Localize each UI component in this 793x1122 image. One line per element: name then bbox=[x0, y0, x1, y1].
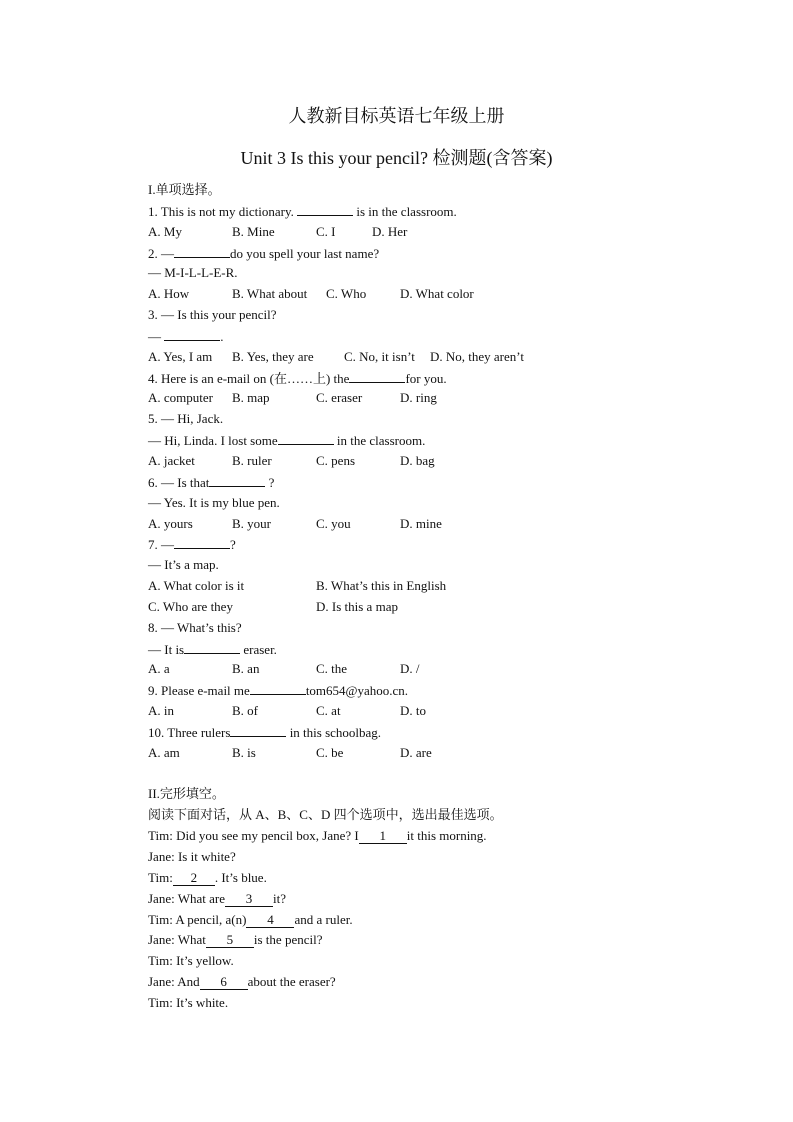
answer-blank bbox=[209, 472, 265, 487]
option-d: D. to bbox=[400, 703, 426, 719]
dialog-line-4: Jane: What are 3 it? bbox=[148, 890, 286, 906]
option-a: A. What color is it bbox=[148, 578, 245, 594]
option-a: A. in bbox=[148, 703, 174, 719]
cloze-blank-5: 5 bbox=[206, 933, 254, 948]
question-8: 8. — What’s this? bbox=[148, 619, 242, 635]
option-b: B. What about bbox=[232, 286, 308, 302]
question-1-options bbox=[148, 222, 748, 243]
question-8-reply: — It is eraser. bbox=[148, 639, 748, 660]
dialog-line-2: Jane: Is it white? bbox=[148, 849, 236, 864]
option-d: D. bag bbox=[400, 452, 435, 468]
answer-blank bbox=[250, 680, 306, 695]
answer-blank bbox=[174, 243, 230, 258]
option-d: D. are bbox=[400, 744, 432, 760]
section2-heading: II.完形填空。 bbox=[148, 786, 225, 802]
dialog-line-8: Jane: And 6 about the eraser? bbox=[148, 974, 336, 990]
option-b: B. an bbox=[232, 661, 260, 677]
question-3-reply: — . bbox=[148, 326, 748, 347]
option-c: C. at bbox=[316, 703, 341, 719]
option-c: C. the bbox=[316, 661, 348, 677]
question-4-options bbox=[148, 388, 748, 409]
cloze-blank-2: 2 bbox=[173, 871, 215, 886]
dialog-line-1: Tim: Did you see my pencil box, Jane? I 1 it this morning. bbox=[148, 828, 487, 844]
option-c: C. eraser bbox=[316, 390, 363, 406]
option-a: A. yours bbox=[148, 515, 193, 531]
question-9-options bbox=[148, 701, 748, 722]
question-9: 9. Please e-mail me tom654@yahoo.cn. bbox=[148, 680, 748, 701]
section1-heading: I.单项选择。 bbox=[148, 182, 221, 197]
question-3-options bbox=[148, 347, 748, 368]
answer-blank bbox=[230, 722, 286, 737]
answer-blank bbox=[174, 534, 230, 549]
question-6-options bbox=[148, 514, 748, 535]
option-c: C. I bbox=[316, 223, 336, 239]
option-c: C. be bbox=[316, 744, 344, 760]
option-a: A. Yes, I am bbox=[148, 348, 213, 364]
question-6-reply: — Yes. It is my blue pen. bbox=[148, 494, 280, 510]
option-a: A. am bbox=[148, 744, 180, 760]
option-a: A. My bbox=[148, 223, 182, 239]
question-7-options-row2 bbox=[148, 597, 748, 618]
question-7-reply: — It’s a map. bbox=[148, 557, 219, 573]
document-title: 人教新目标英语七年级上册 bbox=[288, 106, 505, 126]
question-1: 1. This is not my dictionary. is in the classroom. bbox=[148, 201, 748, 222]
question-5: 5. — Hi, Jack. bbox=[148, 411, 224, 427]
question-5-reply: — Hi, Linda. I lost some in the classroom. bbox=[148, 430, 748, 451]
option-c: C. Who bbox=[326, 286, 367, 302]
answer-blank bbox=[164, 326, 220, 341]
question-2-reply: — M-I-L-L-E-R. bbox=[148, 265, 238, 281]
question-2-options bbox=[148, 284, 748, 305]
option-b: B. Yes, they are bbox=[232, 348, 314, 364]
option-b: B. map bbox=[232, 390, 270, 406]
cloze-blank-3: 3 bbox=[225, 892, 273, 907]
option-d: D. ring bbox=[400, 390, 437, 406]
question-3: 3. — Is this your pencil? bbox=[148, 307, 277, 323]
option-b: B. your bbox=[232, 515, 271, 531]
dialog-line-5: Tim: A pencil, a(n) 4 and a ruler. bbox=[148, 911, 353, 927]
option-a: A. How bbox=[148, 286, 190, 302]
section2-instruction: 阅读下面对话，从 A、B、C、D 四个选项中，选出最佳选项。 bbox=[148, 807, 503, 823]
answer-blank bbox=[349, 368, 405, 383]
option-b: B. ruler bbox=[232, 452, 272, 468]
answer-blank bbox=[184, 639, 240, 654]
answer-blank bbox=[278, 430, 334, 445]
option-c: C. No, it isn’t bbox=[344, 348, 415, 364]
option-b: B. is bbox=[232, 744, 256, 760]
option-c: C. pens bbox=[316, 452, 355, 468]
option-d: D. / bbox=[400, 661, 420, 677]
option-d: D. Is this a map bbox=[316, 598, 398, 614]
question-5-options bbox=[148, 451, 748, 472]
option-b: B. of bbox=[232, 703, 258, 719]
dialog-line-6: Jane: What 5 is the pencil? bbox=[148, 932, 323, 948]
option-d: D. Her bbox=[372, 223, 408, 239]
question-10: 10. Three rulers in this schoolbag. bbox=[148, 722, 748, 743]
option-a: A. a bbox=[148, 661, 170, 677]
dialog-line-7: Tim: It’s yellow. bbox=[148, 953, 234, 969]
question-7-options-row1 bbox=[148, 576, 748, 597]
question-10-options bbox=[148, 743, 748, 764]
document-subtitle: Unit 3 Is this your pencil? 检测题(含答案) bbox=[240, 148, 553, 168]
cloze-blank-6: 6 bbox=[200, 975, 248, 990]
option-b: B. What’s this in English bbox=[316, 578, 447, 594]
option-d: D. What color bbox=[400, 286, 474, 302]
cloze-blank-1: 1 bbox=[359, 829, 407, 844]
dialog-line-9: Tim: It’s white. bbox=[148, 994, 229, 1010]
question-7: 7. — ? bbox=[148, 534, 748, 555]
question-4: 4. Here is an e-mail on (在……上) the for you. bbox=[148, 368, 748, 389]
option-a: A. jacket bbox=[148, 452, 195, 468]
section-spacer bbox=[148, 764, 748, 785]
option-b: B. Mine bbox=[232, 223, 275, 239]
option-c: C. Who are they bbox=[148, 598, 233, 614]
option-d: D. No, they aren’t bbox=[430, 348, 524, 364]
answer-blank bbox=[297, 201, 353, 216]
option-c: C. you bbox=[316, 515, 351, 531]
cloze-blank-4: 4 bbox=[246, 913, 294, 928]
document-body bbox=[148, 180, 748, 1014]
option-a: A. computer bbox=[148, 390, 213, 406]
question-2: 2. — do you spell your last name? bbox=[148, 243, 748, 264]
option-d: D. mine bbox=[400, 515, 442, 531]
question-6: 6. — Is that ? bbox=[148, 472, 748, 493]
dialog-line-3: Tim: 2 . It’s blue. bbox=[148, 869, 267, 885]
question-8-options bbox=[148, 659, 748, 680]
